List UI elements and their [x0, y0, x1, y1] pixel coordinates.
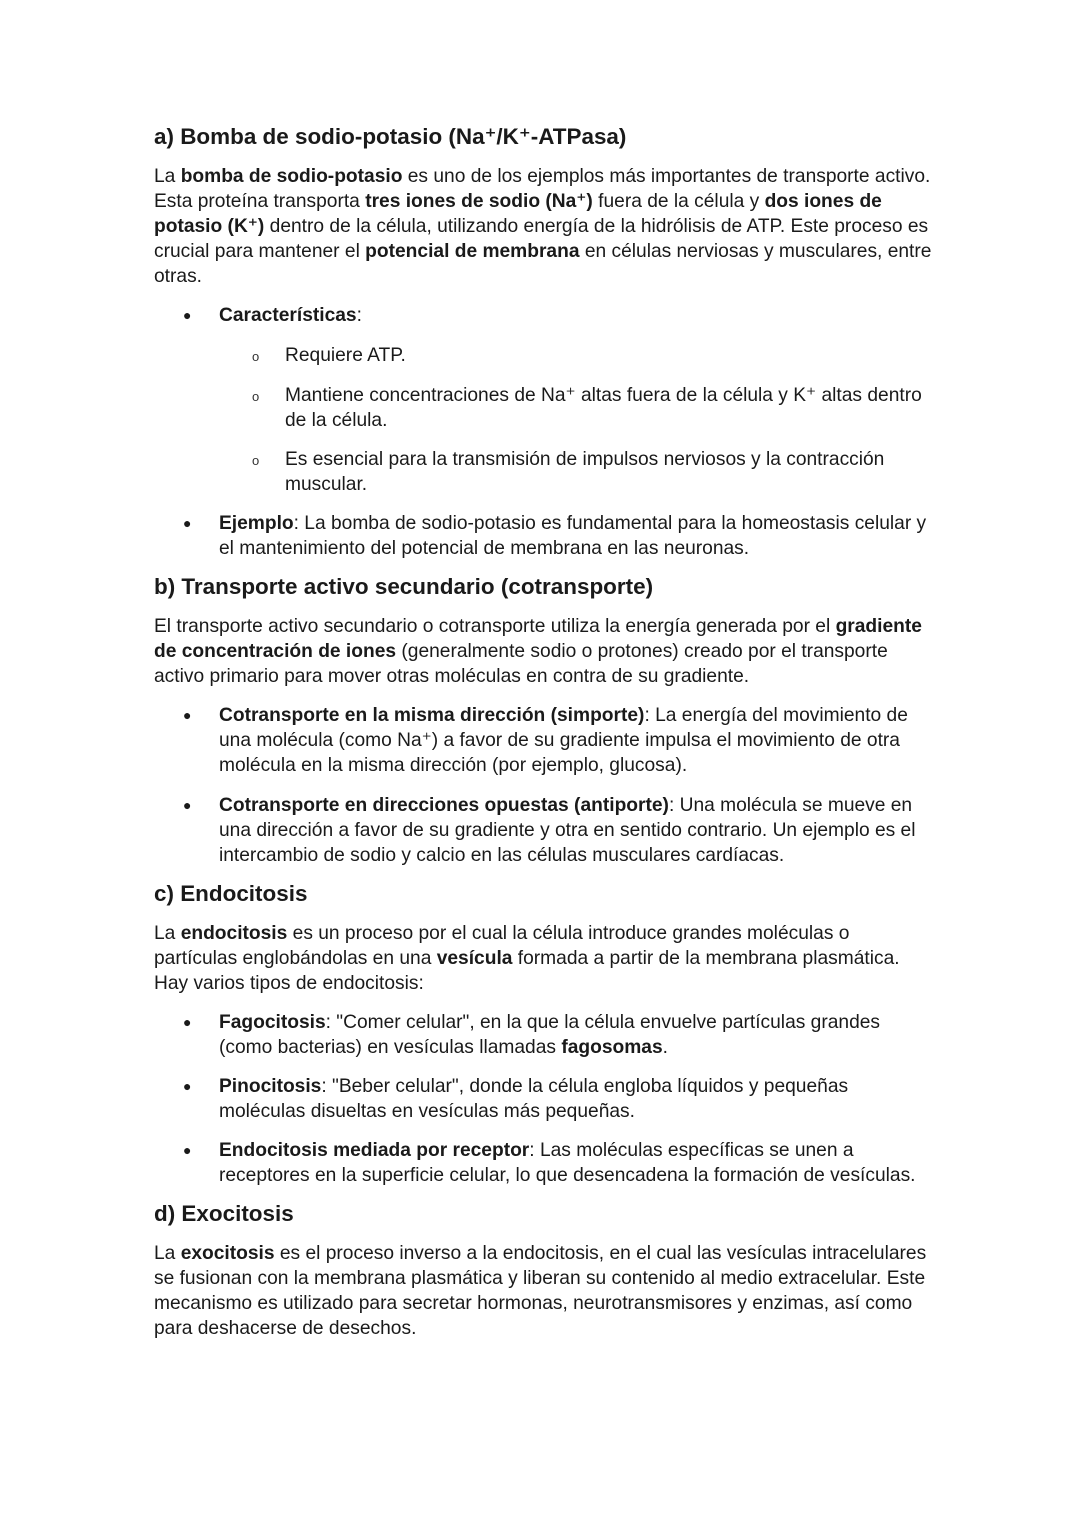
sub-list-item	[154, 447, 934, 497]
bullet-circle-icon: o	[252, 453, 260, 468]
sub-item-text: Es esencial para la transmisión de impulsos nerviosos y la contracción muscular.	[285, 449, 885, 495]
text-run: La	[154, 923, 181, 944]
bullet-disc-icon: ●	[183, 1014, 192, 1030]
bold-run: fagosomas	[561, 1037, 663, 1058]
bullet-circle-icon: o	[252, 349, 260, 364]
bold-run: bomba de sodio-potasio	[180, 166, 403, 187]
text-run: La	[154, 166, 181, 187]
section-a-heading: a) Bomba de sodio-potasio (Na⁺/K⁺-ATPasa)	[154, 124, 627, 149]
text-run: formada a partir de la membrana plasmática. Hay varios tipos de endocitosis:	[154, 948, 900, 994]
section-d-heading: d) Exocitosis	[154, 1201, 294, 1226]
bold-run: tres iones de sodio (Na⁺)	[365, 191, 593, 212]
list-item	[154, 1010, 934, 1060]
bullet-disc-icon: ●	[183, 515, 192, 531]
text-run: El transporte activo secundario o cotransporte utiliza la energía generada por el	[154, 616, 836, 637]
text-run: La	[154, 1243, 181, 1264]
section-a-list-2	[154, 511, 934, 561]
section-a-sublist	[154, 343, 934, 497]
bold-run: gradiente de concentración de iones	[154, 616, 922, 662]
bullet-circle-icon: o	[252, 389, 260, 404]
item-label: Ejemplo	[219, 513, 294, 534]
document-page	[154, 124, 934, 1341]
bullet-disc-icon: ●	[183, 307, 192, 323]
bold-run: endocitosis	[180, 923, 288, 944]
text-run: es el proceso inverso a la endocitosis, en el cual las vesículas intracelulares se fusionan con la membrana plasmática y liberan su contenido al medio extracelular. Este mecanismo es utilizado para secretar hormonas, neurotransmisores y enzimas, así como para deshacerse de desechos.	[154, 1243, 927, 1339]
bold-run: potencial de membrana	[365, 241, 580, 262]
bullet-disc-icon: ●	[183, 797, 192, 813]
item-label: Características	[219, 305, 357, 326]
text-run: dentro de la célula, utilizando energía de la hidrólisis de ATP. Este proceso es crucial para mantener el	[154, 216, 929, 262]
bullet-disc-icon: ●	[183, 1142, 192, 1158]
section-a-list	[154, 303, 934, 328]
list-item	[154, 1074, 934, 1124]
bold-run: dos iones de potasio (K⁺)	[154, 191, 882, 237]
sub-item-text: Mantiene concentraciones de Na⁺ altas fuera de la célula y K⁺ altas dentro de la célula.	[285, 385, 922, 431]
item-text: : Una molécula se mueve en una dirección a favor de su gradiente y otra en sentido contrario. Un ejemplo es el intercambio de sodio y calcio en las células musculares cardíacas.	[219, 795, 916, 866]
list-item	[154, 793, 934, 868]
section-c-paragraph	[154, 921, 934, 996]
section-b-paragraph	[154, 614, 934, 689]
item-text: : La energía del movimiento de una molécula (como Na⁺) a favor de su gradiente impulsa el movimiento de otra molécula en la misma dirección (por ejemplo, glucosa).	[219, 705, 908, 776]
sub-item-text: Requiere ATP.	[285, 345, 406, 366]
list-item	[154, 303, 934, 328]
list-item	[154, 511, 934, 561]
section-b-heading: b) Transporte activo secundario (cotransporte)	[154, 574, 654, 599]
section-a-paragraph	[154, 164, 934, 289]
text-run: (generalmente sodio o protones) creado por el transporte activo primario para mover otras moléculas en contra de su gradiente.	[154, 641, 888, 687]
section-b-list	[154, 703, 934, 868]
item-label: Cotransporte en direcciones opuestas (antiporte)	[219, 795, 669, 816]
sub-list-item	[154, 383, 934, 433]
sub-list-item	[154, 343, 934, 368]
item-label: Cotransporte en la misma dirección (simporte)	[219, 705, 645, 726]
bullet-disc-icon: ●	[183, 1078, 192, 1094]
item-suffix: :	[356, 305, 362, 326]
item-label: Fagocitosis	[219, 1012, 326, 1033]
item-label: Endocitosis mediada por receptor	[219, 1140, 530, 1161]
text-run: es uno de los ejemplos más importantes de transporte activo. Esta proteína transporta	[154, 166, 931, 212]
text-run: en células nerviosas y musculares, entre otras.	[154, 241, 932, 287]
section-c-heading: c) Endocitosis	[154, 881, 308, 906]
section-c-list	[154, 1010, 934, 1188]
item-text: : La bomba de sodio-potasio es fundamental para la homeostasis celular y el mantenimiento del potencial de membrana en las neuronas.	[219, 513, 927, 559]
item-text: : Las moléculas específicas se unen a receptores en la superficie celular, lo que desencadena la formación de vesículas.	[219, 1140, 916, 1186]
bold-run: vesícula	[436, 948, 513, 969]
item-text: : "Beber celular", donde la célula engloba líquidos y pequeñas moléculas disueltas en vesículas más pequeñas.	[219, 1076, 849, 1122]
text-run: .	[662, 1037, 668, 1058]
bullet-disc-icon: ●	[183, 707, 192, 723]
text-run: fuera de la célula y	[592, 191, 765, 212]
text-run: es un proceso por el cual la célula introduce grandes moléculas o partículas englobándolas en una	[154, 923, 850, 969]
list-item	[154, 703, 934, 778]
bold-run: exocitosis	[180, 1243, 275, 1264]
section-d-paragraph	[154, 1241, 934, 1341]
item-label: Pinocitosis	[219, 1076, 322, 1097]
item-text: : "Comer celular", en la que la célula envuelve partículas grandes (como bacterias) en vesículas llamadas	[219, 1012, 881, 1058]
list-item	[154, 1138, 934, 1188]
